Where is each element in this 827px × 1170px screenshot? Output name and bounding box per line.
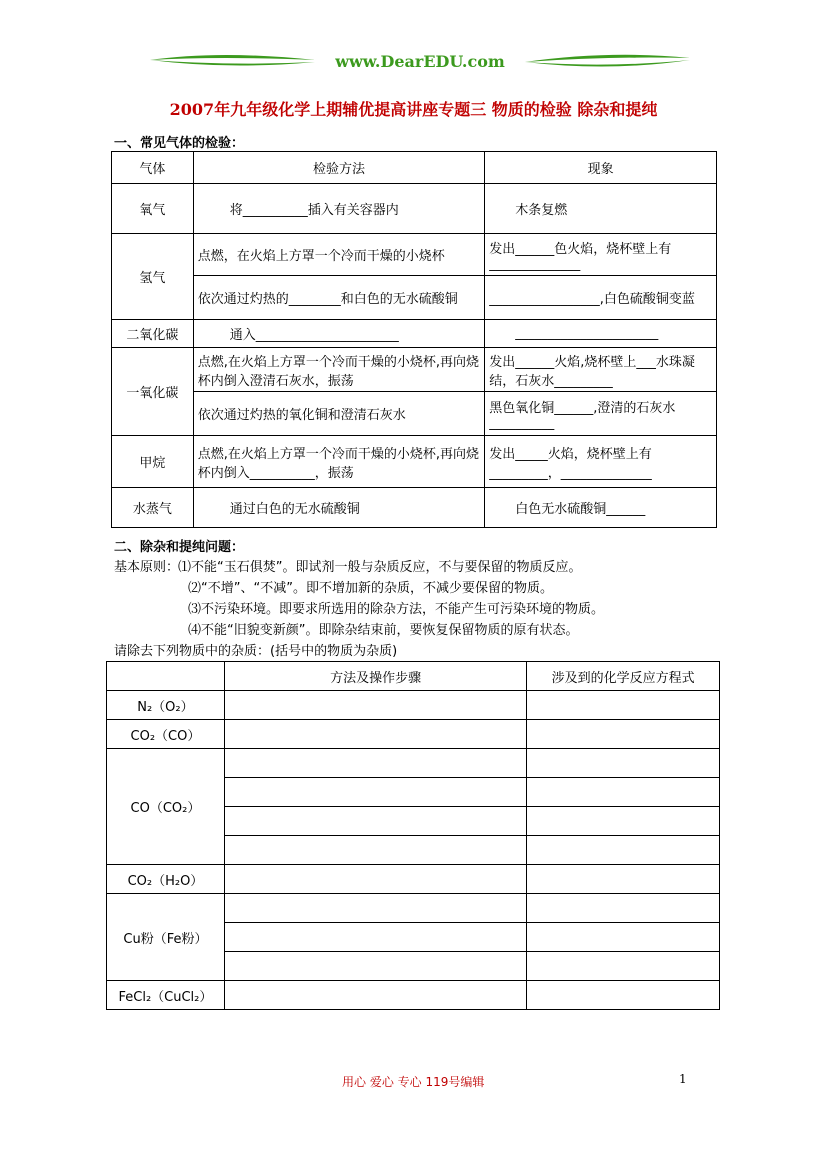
- principle-item: ⑶不污染环境。即要求所选用的除杂方法，不能产生可污染环境的物质。: [188, 602, 605, 617]
- method-input-cell[interactable]: [224, 807, 526, 836]
- equation-input-cell[interactable]: [527, 981, 720, 1010]
- principle-item: ⑵“不增”、“不减”。即不增加新的杂质，不减少要保留的物质。: [188, 581, 553, 596]
- method-input-cell[interactable]: [224, 778, 526, 807]
- table-row: [112, 392, 717, 436]
- section1-heading: 一、常见气体的检验：: [114, 136, 245, 151]
- method-input-cell[interactable]: [224, 749, 526, 778]
- table-row: [112, 276, 717, 320]
- equation-input-cell[interactable]: [527, 749, 720, 778]
- method-cell: 点燃,在火焰上方罩一个冷而干燥的小烧杯,再向烧杯内倒入__________，振荡: [193, 436, 485, 488]
- equation-input-cell[interactable]: [527, 807, 720, 836]
- equation-input-cell[interactable]: [527, 778, 720, 807]
- substance-cell: Cu粉（Fe粉）: [107, 894, 225, 981]
- substance-cell: FeCl₂（CuCl₂）: [107, 981, 225, 1010]
- method-cell: 点燃,在火焰上方罩一个冷而干燥的小烧杯,再向烧杯内倒入澄清石灰水，振荡: [193, 348, 485, 392]
- method-cell: 通过白色的无水硫酸铜: [193, 488, 485, 528]
- principle-item: ⑴不能“玉石俱焚”。即试剂一般与杂质反应，不与要保留的物质反应。: [178, 560, 582, 575]
- equation-input-cell[interactable]: [527, 720, 720, 749]
- table-row: [112, 488, 717, 528]
- principle-label: 基本原则：: [114, 560, 180, 575]
- table-row: [107, 749, 720, 778]
- method-input-cell[interactable]: [224, 865, 526, 894]
- result-cell: 发出______火焰,烧杯壁上___水珠凝结，石灰水_________: [485, 348, 717, 392]
- result-cell: _________________,白色硫酸铜变蓝: [485, 276, 717, 320]
- gas-test-table: [111, 151, 717, 528]
- header-cell: 方法及操作步骤: [224, 662, 526, 691]
- equation-input-cell[interactable]: [527, 923, 720, 952]
- method-cell: 依次通过灼热的氧化铜和澄清石灰水: [193, 392, 485, 436]
- method-cell: 依次通过灼热的________和白色的无水硫酸铜: [193, 276, 485, 320]
- method-cell: 将__________插入有关容器内: [193, 184, 485, 234]
- table-row: [107, 981, 720, 1010]
- gas-name: 二氧化碳: [112, 320, 194, 348]
- table-row: [107, 691, 720, 720]
- result-cell: ______________________: [485, 320, 717, 348]
- principle-item: ⑷不能“旧貌变新颜”。即除杂结束前，要恢复保留物质的原有状态。: [188, 623, 579, 638]
- method-input-cell[interactable]: [224, 836, 526, 865]
- substance-cell: CO（CO₂）: [107, 749, 225, 865]
- gas-name: 氧气: [112, 184, 194, 234]
- table-row: [107, 865, 720, 894]
- table-row: [112, 184, 717, 234]
- section2-heading: 二、除杂和提纯问题：: [114, 540, 245, 555]
- site-name[interactable]: www.DearEDU.com: [335, 52, 505, 71]
- page-title: 2007年九年级化学上期辅优提高讲座专题三 物质的检验 除杂和提纯: [169, 100, 658, 119]
- result-cell: 发出_____火焰，烧杯壁上有_________，______________: [485, 436, 717, 488]
- table-row: [112, 348, 717, 392]
- result-cell: 黑色氧化铜______,澄清的石灰水__________: [485, 392, 717, 436]
- purification-table: [106, 661, 720, 1010]
- table-header-row: [112, 152, 717, 184]
- header-cell: 现象: [485, 152, 717, 184]
- result-cell: 木条复燃: [485, 184, 717, 234]
- table-header-row: [107, 662, 720, 691]
- header-cell: 涉及到的化学反应方程式: [527, 662, 720, 691]
- page-number: 1: [679, 1072, 687, 1086]
- equation-input-cell[interactable]: [527, 691, 720, 720]
- substance-cell: N₂（O₂）: [107, 691, 225, 720]
- equation-input-cell[interactable]: [527, 865, 720, 894]
- result-cell: 发出______色火焰，烧杯壁上有______________: [485, 234, 717, 276]
- table-row: [112, 436, 717, 488]
- footer-text: 用心 爱心 专心 119号编辑: [342, 1075, 485, 1089]
- method-input-cell[interactable]: [224, 894, 526, 923]
- method-input-cell[interactable]: [224, 691, 526, 720]
- header-cell: 检验方法: [193, 152, 485, 184]
- method-input-cell[interactable]: [224, 981, 526, 1010]
- gas-name: 甲烷: [112, 436, 194, 488]
- substance-cell: CO₂（H₂O）: [107, 865, 225, 894]
- header-cell: 气体: [112, 152, 194, 184]
- table-row: [107, 720, 720, 749]
- gas-name: 水蒸气: [112, 488, 194, 528]
- method-input-cell[interactable]: [224, 952, 526, 981]
- substance-cell: CO₂（CO）: [107, 720, 225, 749]
- gas-name: 氢气: [112, 234, 194, 320]
- method-input-cell[interactable]: [224, 923, 526, 952]
- table-row: [107, 894, 720, 923]
- equation-input-cell[interactable]: [527, 952, 720, 981]
- result-cell: 白色无水硫酸铜______: [485, 488, 717, 528]
- method-cell: 通入______________________: [193, 320, 485, 348]
- gas-name: 一氧化碳: [112, 348, 194, 436]
- header-cell: [107, 662, 225, 691]
- instruction-text: 请除去下列物质中的杂质：(括号中的物质为杂质): [114, 644, 398, 659]
- table-row: [112, 234, 717, 276]
- method-input-cell[interactable]: [224, 720, 526, 749]
- table-row: [112, 320, 717, 348]
- equation-input-cell[interactable]: [527, 894, 720, 923]
- equation-input-cell[interactable]: [527, 836, 720, 865]
- site-header: [140, 48, 700, 78]
- method-cell: 点燃，在火焰上方罩一个冷而干燥的小烧杯: [193, 234, 485, 276]
